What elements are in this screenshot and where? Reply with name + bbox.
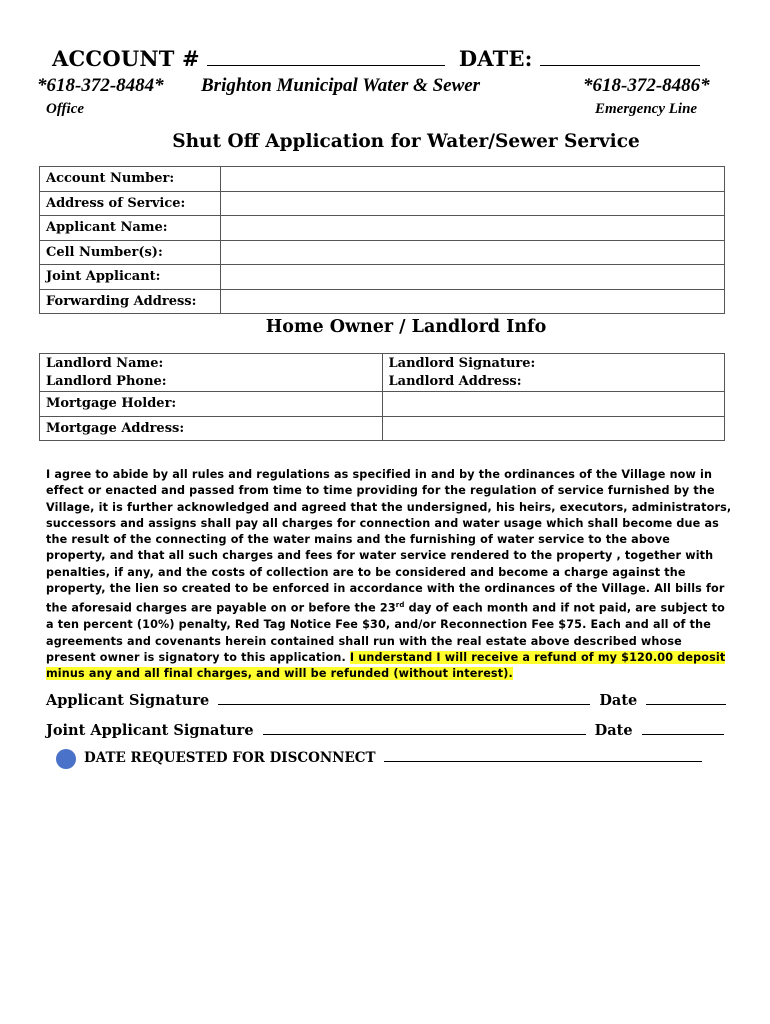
office-phone: *618-372-8484* bbox=[37, 75, 164, 96]
landlord-phone-label: Landlord Phone: bbox=[46, 374, 167, 389]
agreement-line: property, the lien so created to be enforced in accordance with the ordinances of the Village. All bills for bbox=[46, 582, 725, 596]
date-label: DATE: bbox=[458, 46, 533, 71]
mortgage-holder-value[interactable] bbox=[382, 392, 725, 417]
form-title: Shut Off Application for Water/Sewer Service bbox=[172, 131, 640, 152]
landlord-info-table bbox=[39, 353, 725, 441]
table-row bbox=[40, 240, 725, 265]
agreement-text: present owner is signatory to this application. bbox=[46, 651, 350, 664]
mortgage-address-label: Mortgage Address: bbox=[46, 420, 185, 436]
agreement-line: successors and assigns shall pay all charges for connection and water usage which shall become due as bbox=[46, 516, 719, 530]
mortgage-holder-label: Mortgage Holder: bbox=[46, 396, 177, 412]
agreement-line: agreements and covenants herein contained shall run with the real estate above described whose bbox=[46, 634, 682, 648]
disconnect-date-line[interactable] bbox=[384, 747, 702, 762]
refund-highlight: I understand I will receive a refund of my $120.00 deposit bbox=[349, 651, 726, 664]
agreement-line: I agree to abide by all rules and regulations as specified in and by the ordinances of the Village now in bbox=[46, 468, 713, 481]
date-label: Date bbox=[599, 692, 638, 709]
office-label: Office bbox=[46, 101, 85, 117]
disconnect-row bbox=[56, 747, 702, 769]
table-row bbox=[40, 216, 725, 241]
table-row bbox=[40, 392, 725, 417]
landlord-signature-address-cell[interactable] bbox=[382, 354, 725, 392]
account-date-header bbox=[52, 46, 700, 71]
date-line[interactable] bbox=[540, 47, 700, 66]
organization-name: Brighton Municipal Water & Sewer bbox=[201, 75, 481, 96]
refund-highlight: minus any and all final charges, and will be refunded (without interest). bbox=[46, 667, 513, 681]
date-label: Date bbox=[594, 722, 633, 739]
field-label: Cell Number(s): bbox=[40, 240, 221, 265]
applicant-signature-row bbox=[46, 690, 726, 709]
agreement-paragraph bbox=[46, 467, 746, 683]
landlord-address-label: Landlord Address: bbox=[388, 374, 522, 389]
agreement-line: property, and that all such charges and fees for water service rendered to the property , together with bbox=[46, 549, 714, 563]
agreement-text: the aforesaid charges are payable on or before the 23 bbox=[46, 602, 396, 616]
joint-date-line[interactable] bbox=[642, 720, 724, 735]
table-row bbox=[40, 265, 725, 290]
forwarding-address-field[interactable] bbox=[221, 289, 725, 314]
mortgage-address-field[interactable] bbox=[40, 416, 383, 441]
applicant-info-table bbox=[39, 166, 725, 314]
agreement-line bbox=[46, 650, 746, 666]
agreement-line bbox=[46, 597, 746, 617]
mortgage-address-value[interactable] bbox=[382, 416, 725, 441]
account-number-line[interactable] bbox=[207, 47, 445, 66]
agreement-line: effect or enacted and passed from time to time providing for the regulation of service furnished by the bbox=[46, 484, 715, 498]
account-number-field[interactable] bbox=[221, 167, 725, 192]
field-label: Address of Service: bbox=[40, 191, 221, 216]
table-row bbox=[40, 289, 725, 314]
table-row bbox=[40, 167, 725, 192]
landlord-signature-label: Landlord Signature: bbox=[388, 356, 536, 371]
account-label: ACCOUNT # bbox=[52, 46, 200, 71]
agreement-text: day of each month and if not paid, are subject to bbox=[404, 602, 725, 616]
agreement-line: the result of the connecting of the water mains and the furnishing of water service to the above bbox=[46, 533, 671, 547]
field-label: Joint Applicant: bbox=[40, 265, 221, 290]
landlord-name-label: Landlord Name: bbox=[46, 356, 164, 371]
table-row bbox=[40, 416, 725, 441]
landlord-name-phone-cell[interactable] bbox=[40, 354, 383, 392]
joint-applicant-field[interactable] bbox=[221, 265, 725, 290]
field-label: Forwarding Address: bbox=[40, 289, 221, 314]
joint-signature-row bbox=[46, 720, 724, 739]
service-address-field[interactable] bbox=[221, 191, 725, 216]
table-row bbox=[40, 191, 725, 216]
field-label: Applicant Name: bbox=[40, 216, 221, 241]
emergency-line-label: Emergency Line bbox=[595, 101, 698, 117]
field-label: Account Number: bbox=[40, 167, 221, 192]
emergency-phone: *618-372-8486* bbox=[583, 75, 710, 96]
agreement-line bbox=[46, 666, 746, 682]
bullet-dot-icon bbox=[56, 749, 76, 769]
landlord-section-title: Home Owner / Landlord Info bbox=[265, 317, 547, 337]
applicant-signature-label: Applicant Signature bbox=[46, 692, 210, 709]
agreement-line: a ten percent (10%) penalty, Red Tag Notice Fee $30, and/or Reconnection Fee $75. Each and all of the bbox=[46, 618, 711, 632]
ordinal-suffix: rd bbox=[395, 601, 405, 610]
cell-number-field[interactable] bbox=[221, 240, 725, 265]
joint-signature-line[interactable] bbox=[263, 720, 586, 735]
joint-signature-label: Joint Applicant Signature bbox=[46, 722, 254, 739]
agreement-line: Village, it is further acknowledged and agreed that the undersigned, his heirs, executors, administrators, bbox=[46, 500, 732, 514]
disconnect-label: DATE REQUESTED FOR DISCONNECT bbox=[84, 750, 376, 766]
agreement-line: penalties, if any, and the costs of collection are to be considered and become a charge against the bbox=[46, 565, 686, 579]
applicant-name-field[interactable] bbox=[221, 216, 725, 241]
applicant-date-line[interactable] bbox=[646, 690, 726, 705]
table-row bbox=[40, 354, 725, 392]
applicant-signature-line[interactable] bbox=[218, 690, 590, 705]
mortgage-holder-field[interactable] bbox=[40, 392, 383, 417]
